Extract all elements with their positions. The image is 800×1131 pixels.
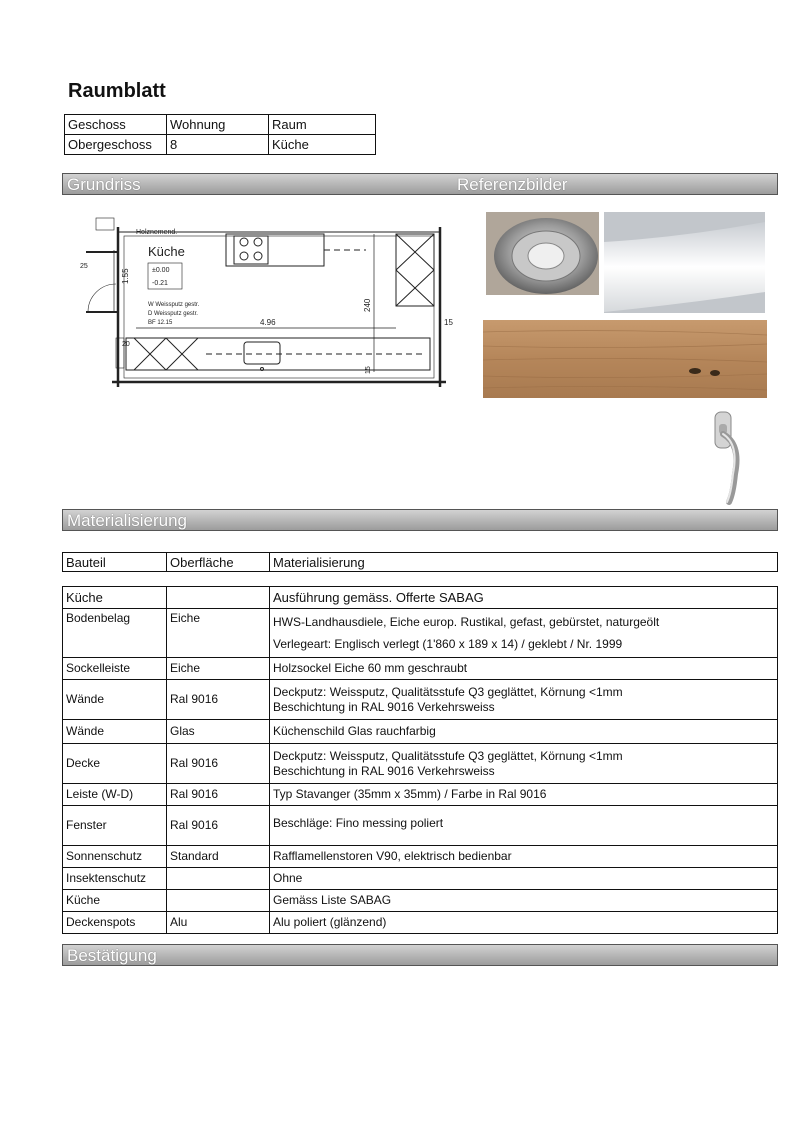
page-title: Raumblatt <box>68 80 166 102</box>
cell-material: Gemäss Liste SABAG <box>270 890 778 912</box>
cell-oberflaeche: Eiche <box>167 609 270 658</box>
section-band-materialisierung <box>62 509 778 531</box>
table-row <box>63 806 778 846</box>
cell-bauteil: Küche <box>63 890 167 912</box>
cell-oberflaeche: Ral 9016 <box>167 680 270 720</box>
cell-bauteil: Sonnenschutz <box>63 846 167 868</box>
cell-material: Beschläge: Fino messing poliert <box>270 806 778 846</box>
ceiling-molding-photo <box>604 212 765 313</box>
info-value-raum: Küche <box>269 135 376 155</box>
cell-material-line1: Deckputz: Weissputz, Qualitätsstufe Q3 geglättet, Körnung <1mm <box>273 684 623 699</box>
info-value-geschoss: Obergeschoss <box>65 135 167 155</box>
section-title-materialisierung: Materialisierung <box>67 511 187 530</box>
table-row <box>63 744 778 784</box>
table-row <box>63 609 778 658</box>
info-table <box>64 114 376 155</box>
cell-oberflaeche <box>167 868 270 890</box>
plan-sink <box>244 342 280 364</box>
table-row <box>63 658 778 680</box>
cell-bauteil: Insektenschutz <box>63 868 167 890</box>
cell-bauteil: Deckenspots <box>63 912 167 934</box>
cell-material-line2: Beschichtung in RAL 9016 Verkehrsweiss <box>273 763 495 778</box>
material-table <box>62 586 778 934</box>
section-band-plans <box>62 173 778 195</box>
cell-material <box>270 609 778 658</box>
material-col-bauteil: Bauteil <box>63 553 167 572</box>
cell-material <box>270 680 778 720</box>
cell-oberflaeche <box>167 890 270 912</box>
plan-dim-height: 240 <box>363 298 372 312</box>
plan-tall-cabinet <box>396 234 434 306</box>
cell-material: Ohne <box>270 868 778 890</box>
cell-oberflaeche: Ral 9016 <box>167 784 270 806</box>
info-header-raum: Raum <box>269 115 376 135</box>
material-col-materialisierung: Materialisierung <box>270 553 778 572</box>
cell-material-line1: HWS-Landhausdiele, Eiche europ. Rustikal, gefast, gebürstet, naturgeölt <box>273 615 660 629</box>
cell-oberflaeche: Standard <box>167 846 270 868</box>
plan-level-2: -0.21 <box>152 280 168 287</box>
plan-legend-d: D Weissputz gestr. <box>148 311 198 317</box>
section-title-grundriss: Grundriss <box>67 175 141 194</box>
cell-material: Typ Stavanger (35mm x 35mm) / Farbe in Ral 9016 <box>270 784 778 806</box>
cell-oberflaeche: Eiche <box>167 658 270 680</box>
cell-bauteil: Decke <box>63 744 167 784</box>
cell-material-line1: Deckputz: Weissputz, Qualitätsstufe Q3 geglättet, Körnung <1mm <box>273 748 623 763</box>
table-row <box>63 587 778 609</box>
section-band-bestaetigung <box>62 944 778 966</box>
plan-level-1: ±0.00 <box>152 267 170 274</box>
cell-bauteil: Bodenbelag <box>63 609 167 658</box>
cell-bauteil: Leiste (W-D) <box>63 784 167 806</box>
table-row <box>63 720 778 744</box>
cell-material-line2: Beschichtung in RAL 9016 Verkehrsweiss <box>273 699 495 714</box>
cell-oberflaeche: Alu <box>167 912 270 934</box>
table-row <box>63 784 778 806</box>
plan-top-label: Holznemend. <box>136 229 178 236</box>
section-title-referenzbilder: Referenzbilder <box>457 175 568 194</box>
plan-dim-15a: 15 <box>444 318 453 327</box>
sink-drain-photo <box>486 212 599 295</box>
table-row <box>63 846 778 868</box>
cell-bauteil: Küche <box>63 587 167 609</box>
plan-dim-length: 4.96 <box>260 318 276 327</box>
table-row <box>63 868 778 890</box>
plan-dim-25: 25 <box>80 263 88 270</box>
floor-plan <box>66 212 453 390</box>
cell-material: Rafflamellenstoren V90, elektrisch bedienbar <box>270 846 778 868</box>
cell-material <box>270 744 778 784</box>
table-row <box>63 890 778 912</box>
cell-material: Alu poliert (glänzend) <box>270 912 778 934</box>
plan-legend-w: W Weissputz gestr. <box>148 302 200 308</box>
window-handle-photo <box>705 404 745 504</box>
plan-counter-top <box>226 234 324 266</box>
cell-oberflaeche: Ral 9016 <box>167 744 270 784</box>
info-header-geschoss: Geschoss <box>65 115 167 135</box>
plan-legend-bf: BF 12.15 <box>148 320 173 326</box>
cell-material-line2: Verlegeart: Englisch verlegt (1'860 x 189 x 14) / geklebt / Nr. 1999 <box>273 637 623 651</box>
cell-material: Holzsockel Eiche 60 mm geschraubt <box>270 658 778 680</box>
cell-bauteil: Wände <box>63 720 167 744</box>
info-header-wohnung: Wohnung <box>167 115 269 135</box>
cell-material: Ausführung gemäss. Offerte SABAG <box>270 587 778 609</box>
section-title-bestaetigung: Bestätigung <box>67 946 157 965</box>
material-header-table <box>62 552 778 572</box>
cell-material: Küchenschild Glas rauchfarbig <box>270 720 778 744</box>
plan-cooktop <box>234 236 268 264</box>
plan-dim-width: 1.55 <box>121 268 130 284</box>
info-value-wohnung: 8 <box>167 135 269 155</box>
cell-oberflaeche: Ral 9016 <box>167 806 270 846</box>
cell-oberflaeche <box>167 587 270 609</box>
cell-oberflaeche: Glas <box>167 720 270 744</box>
material-col-oberflaeche: Oberfläche <box>167 553 270 572</box>
table-row <box>63 680 778 720</box>
oak-floor-photo <box>483 320 767 398</box>
plan-dim-15b: 15 <box>365 366 372 374</box>
plan-dim-20: 20 <box>122 341 130 348</box>
table-row <box>63 912 778 934</box>
cell-bauteil: Sockelleiste <box>63 658 167 680</box>
cell-bauteil: Fenster <box>63 806 167 846</box>
cell-bauteil: Wände <box>63 680 167 720</box>
plan-room-name: Küche <box>148 244 185 259</box>
